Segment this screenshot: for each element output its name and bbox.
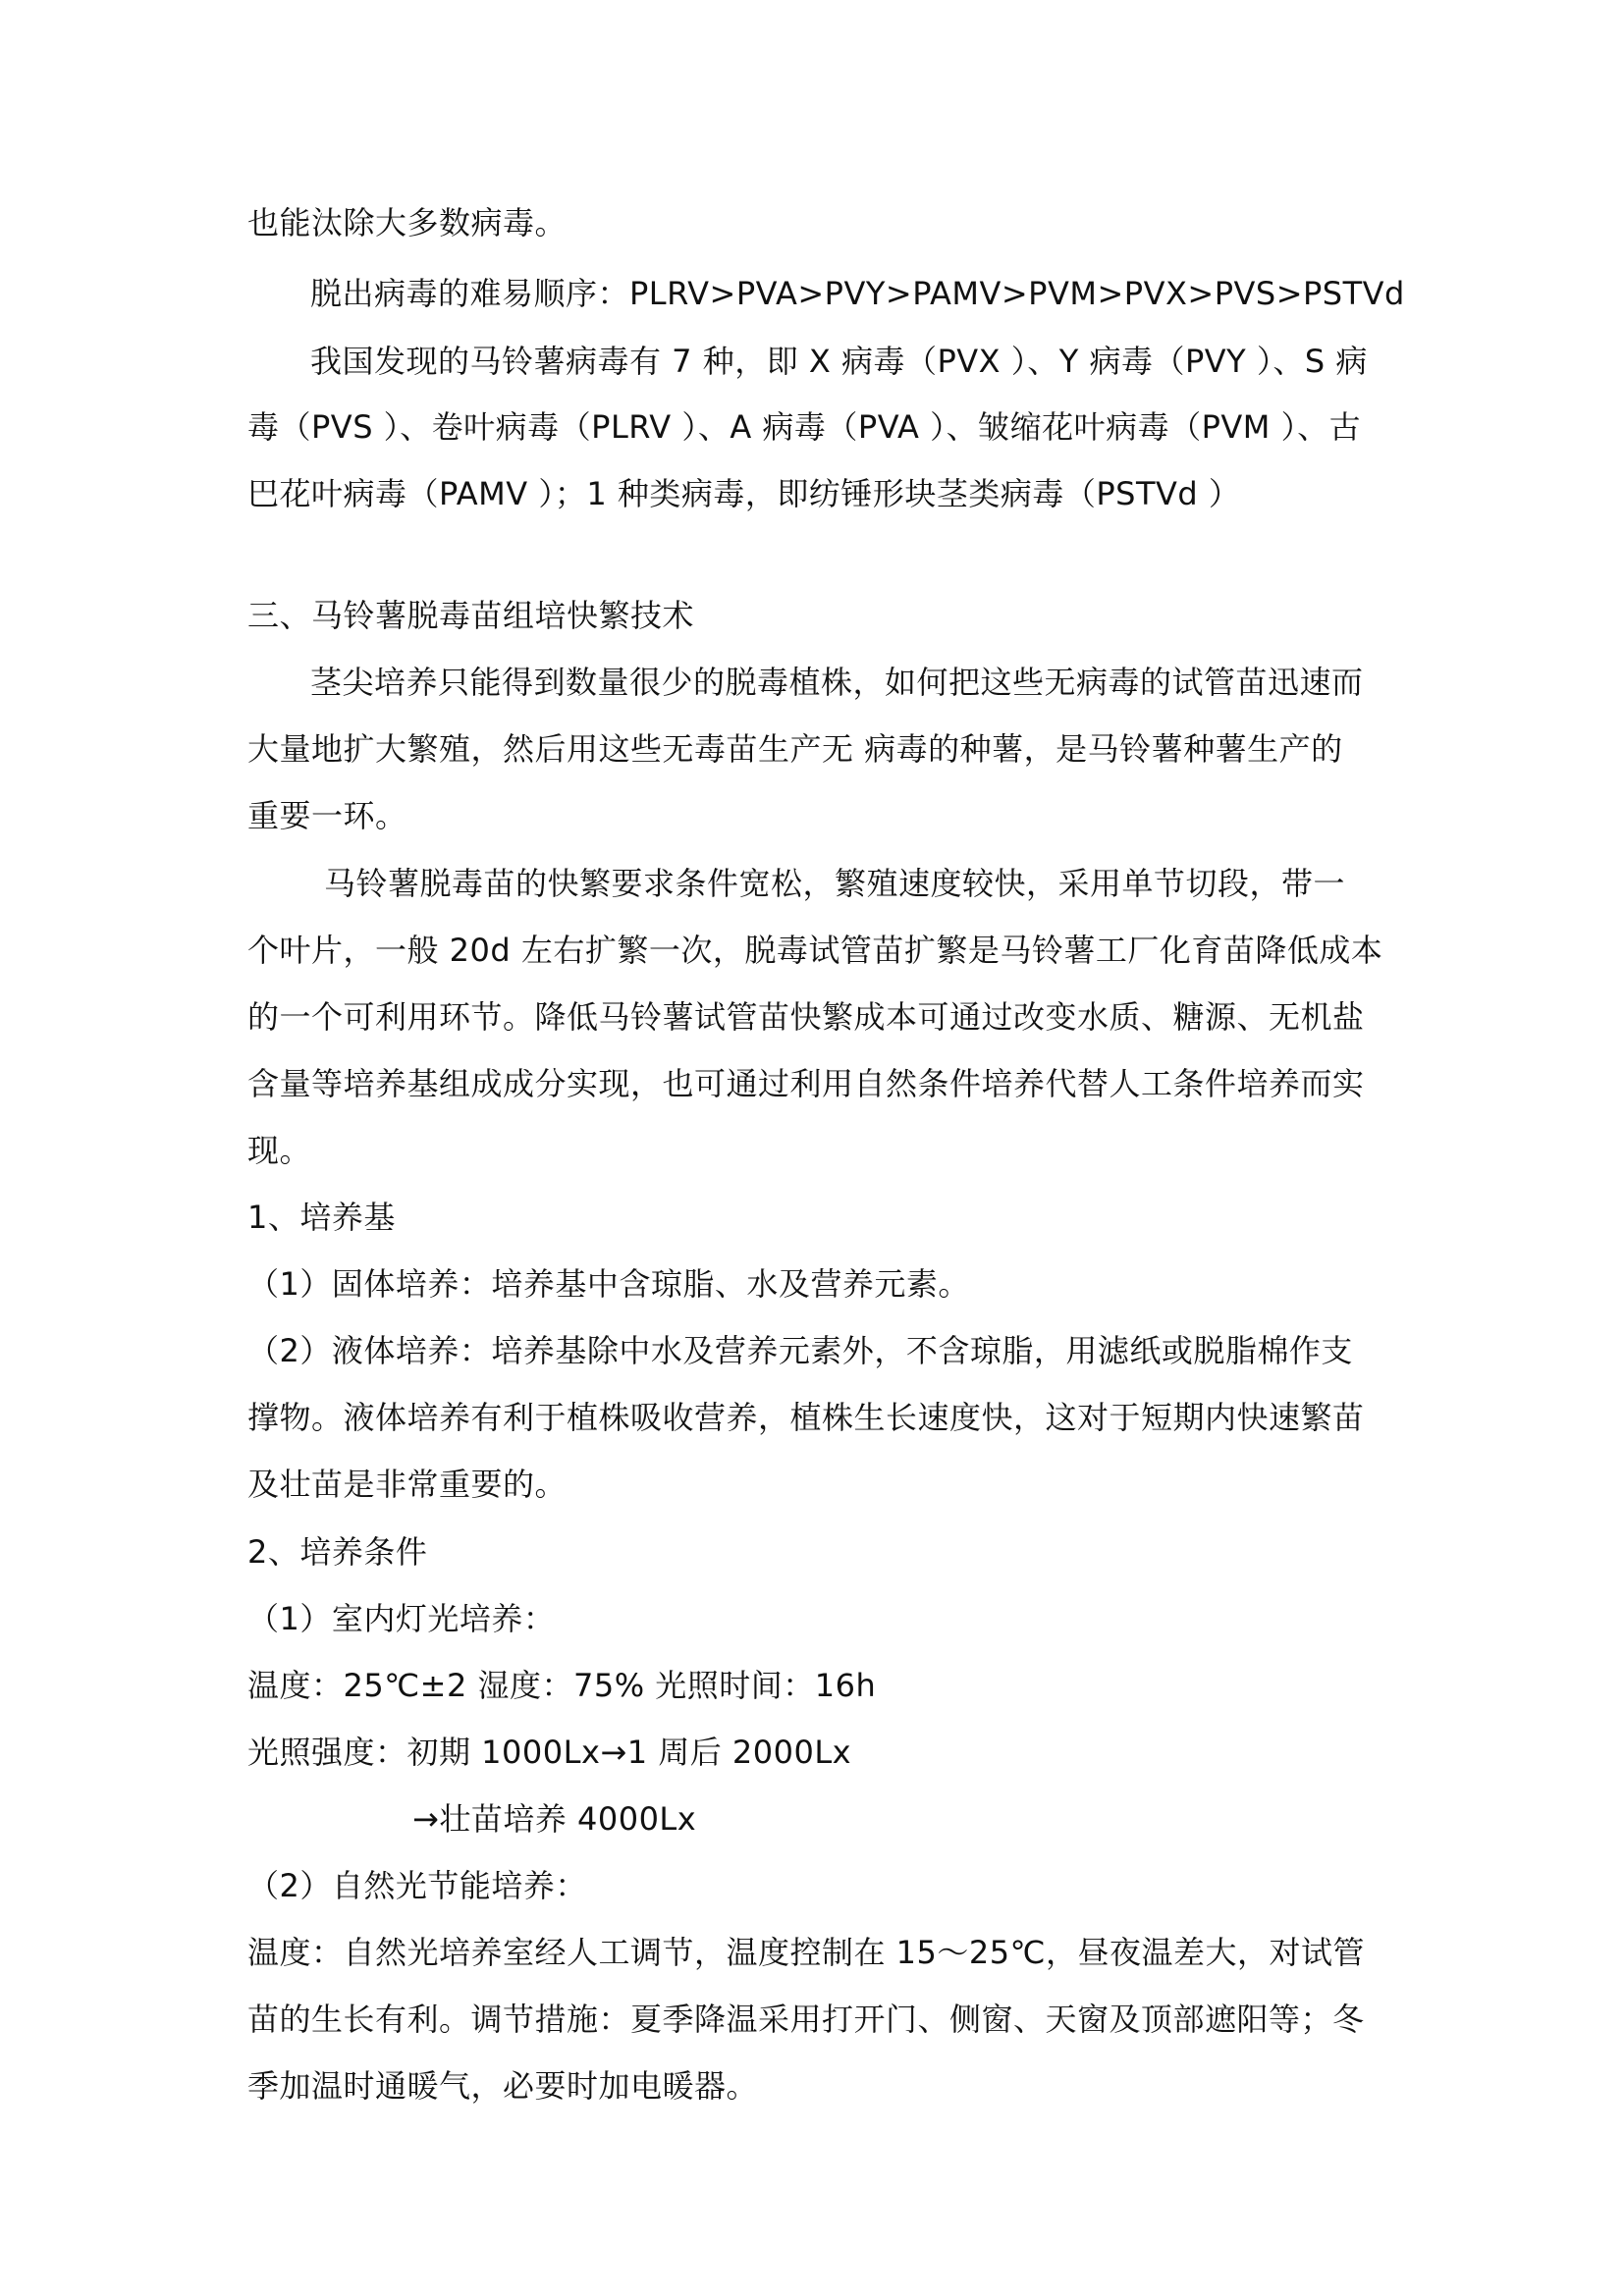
text-line: 温度：25℃±2 湿度：75% 光照时间：16h xyxy=(247,1667,877,1704)
text-line: 大量地扩大繁殖，然后用这些无毒苗生产无 病毒的种薯，是马铃薯种薯生产的 xyxy=(247,730,1343,768)
text-line: 现。 xyxy=(247,1132,312,1169)
text-line: （1）固体培养：培养基中含琼脂、水及营养元素。 xyxy=(247,1265,970,1303)
text-line: 也能汰除大多数病毒。 xyxy=(247,204,568,241)
text-line: 光照强度：初期 1000Lx→1 周后 2000Lx xyxy=(247,1734,852,1771)
text-line: 个叶片，一般 20d 左右扩繁一次，脱毒试管苗扩繁是马铃薯工厂化育苗降低成本 xyxy=(247,932,1383,969)
text-line: →壮苗培养 4000Lx xyxy=(412,1800,697,1838)
subheading: 2、培养条件 xyxy=(247,1533,428,1571)
subheading: 1、培养基 xyxy=(247,1199,396,1236)
text-line: 季加温时通暖气，必要时加电暖器。 xyxy=(247,2067,759,2105)
text-line: （2）液体培养：培养基除中水及营养元素外，不含琼脂，用滤纸或脱脂棉作支 xyxy=(247,1332,1353,1369)
section-heading: 三、马铃薯脱毒苗组培快繁技术 xyxy=(247,597,695,634)
text-line: 撑物。液体培养有利于植株吸收营养，植株生长速度快，这对于短期内快速繁苗 xyxy=(247,1399,1365,1436)
text-line: 重要一环。 xyxy=(247,797,407,834)
text-line: 我国发现的马铃薯病毒有 7 种，即 X 病毒（PVX ）、Y 病毒（PVY ）、S 病 xyxy=(310,343,1368,380)
text-line: 及壮苗是非常重要的。 xyxy=(247,1466,568,1503)
text-line: 温度：自然光培养室经人工调节，温度控制在 15～25℃，昼夜温差大，对试管 xyxy=(247,1934,1366,1971)
text-line: 马铃薯脱毒苗的快繁要求条件宽松，繁殖速度较快，采用单节切段，带一 xyxy=(324,865,1346,902)
text-line: 含量等培养基组成成分实现，也可通过利用自然条件培养代替人工条件培养而实 xyxy=(247,1065,1365,1102)
text-line: 脱出病毒的难易顺序：PLRV>PVA>PVY>PAMV>PVM>PVX>PVS>PSTVd xyxy=(310,275,1405,312)
text-line: 苗的生长有利。调节措施：夏季降温采用打开门、侧窗、天窗及顶部遮阳等；冬 xyxy=(247,2001,1365,2038)
text-line: 毒（PVS ）、卷叶病毒（PLRV ）、A 病毒（PVA ）、皱缩花叶病毒（PVM ）、古 xyxy=(247,408,1362,446)
text-line: 茎尖培养只能得到数量很少的脱毒植株，如何把这些无病毒的试管苗迅速而 xyxy=(310,664,1364,701)
text-line: （1）室内灯光培养： xyxy=(247,1600,556,1637)
text-line: （2）自然光节能培养： xyxy=(247,1867,587,1904)
text-line: 巴花叶病毒（PAMV ）；1 种类病毒，即纺锤形块茎类病毒（PSTVd ） xyxy=(247,475,1241,512)
text-line: 的一个可利用环节。降低马铃薯试管苗快繁成本可通过改变水质、糖源、无机盐 xyxy=(247,998,1365,1036)
